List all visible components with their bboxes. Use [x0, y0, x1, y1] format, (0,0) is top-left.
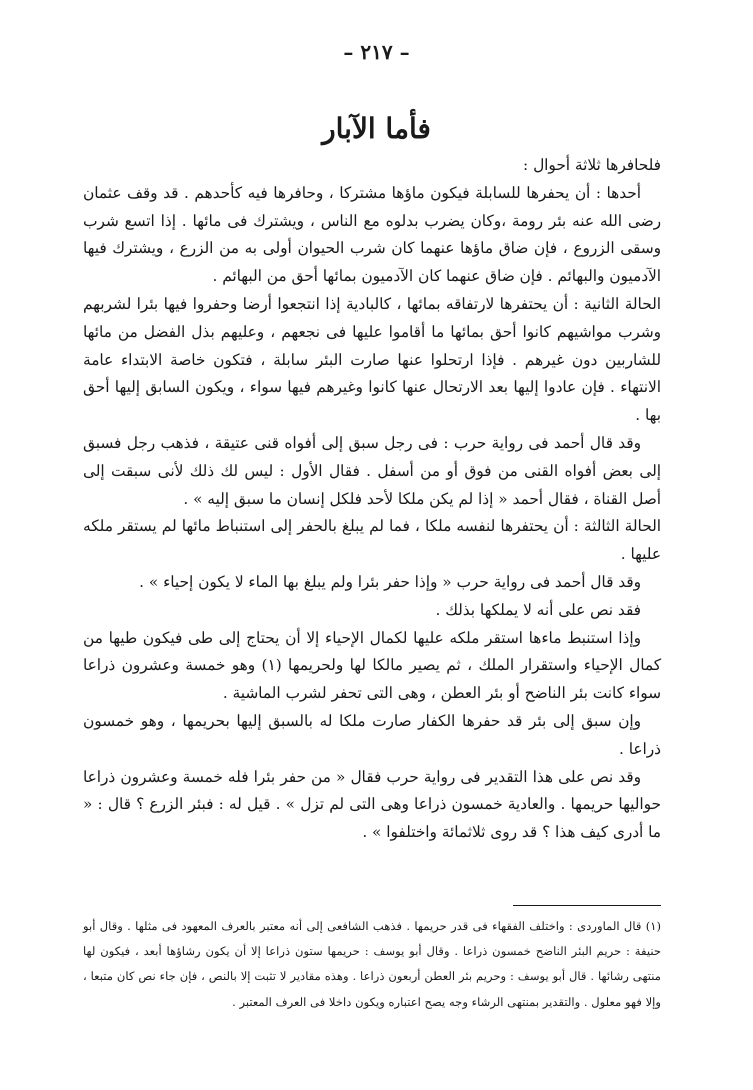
paragraph: فقد نص على أنه لا يملكها بذلك . — [435, 600, 641, 619]
paragraph: أحدها : أن يحفرها للسابلة فيكون ماؤها مشتركا ، وحافرها فيه كأحدهم . قد وقف عثمان رضى الله عنه بئر رومة ،وكان يضرب بدلوه مع الناس ، ويشترك فى مائها . إذا اتسع شرب وسقى الزروع ، فإن ضاق ماؤها عنهما كان شرب الحيوان أولى به من الزرع ، ويشترك فيها الآدميون والبهائم . فإن ضاق عنهما كان الآدميون بمائها أحق من البهائم . — [83, 183, 661, 286]
footnotes — [83, 914, 661, 1015]
section-title: فأما الآبار — [322, 112, 431, 145]
paragraph: وإن سبق إلى بئر قد حفرها الكفار صارت ملكا له بالسبق إليها بحريمها ، وهو خمسون ذراعا . — [83, 711, 661, 758]
paragraph: وقد نص على هذا التقدير فى رواية حرب فقال « من حفر بئرا فله خمسة وعشرون ذراعا حواليها حريمها . والعادية خمسون ذراعا وهى التى لم تزل » . قيل له : فبئر الزرع ؟ قال : « ما أدرى كيف هذا ؟ قد روى ثلاثمائة واختلفوا » . — [83, 767, 661, 842]
paragraph: فلحافرها ثلاثة أحوال : — [523, 156, 661, 174]
paragraph: وإذا استنبط ماءها استقر ملكه عليها لكمال الإحياء إلا أن يحتاج إلى طى فيكون طيها من كمال الإحياء واستقرار الملك ، ثم يصير مالكا لها ولحريمها (١) وهو خمسة وعشرون ذراعا سواء كانت بئر الناضح أو بئر العطن ، وهى التى تحفر لشرب الماشية . — [83, 628, 661, 703]
body-text — [83, 152, 661, 847]
paragraph: وقد قال أحمد فى رواية حرب « وإذا حفر بئرا ولم يبلغ بها الماء لا يكون إحياء » . — [139, 572, 641, 591]
paragraph: الحالة الثالثة : أن يحتفرها لنفسه ملكا ، فما لم يبلغ بالحفر إلى استنباط مائها لم يستقر ملكه عليها . — [83, 517, 661, 564]
footnote-divider — [513, 905, 661, 906]
footnote: (١) قال الماوردى : واختلف الفقهاء فى قدر حريمها . فذهب الشافعى إلى أنه معتبر بالعرف المعهود فى مثلها . وقال أبو حنيفة : حريم البئر الناضح خمسون ذراعا . وقال أبو يوسف : حريمها ستون ذراعا إلا أن يكون رشاؤها أبعد ، فيكون لها منتهى رشائها . قال أبو يوسف : وحريم بئر العطن أربعون ذراعا . وهذه مقادير لا تثبت إلا بالنص ، فإن جاء نص كان متبعا ، وإلا فهو معلول . والتقدير بمنتهى الرشاء وجه يصح اعتباره ويكون داخلا فى العرف المعتبر . — [83, 919, 661, 1009]
paragraph: الحالة الثانية : أن يحتفرها لارتفاقه بمائها ، كالبادية إذا انتجعوا أرضا وحفروا فيها بئرا لشربهم وشرب مواشيهم كانوا أحق بمائها ما أقاموا عليها فى نجعهم ، وعليهم بذل الفضل من مائها للشاربين دون غيرهم . فإذا ارتحلوا عنها صارت البئر سابلة ، فتكون خاصة الابتداء عامة الانتهاء . فإن عادوا إليها بعد الارتحال عنها كانوا وغيرهم فيها سواء ، ويكون السابق إليها أحق بها . — [83, 294, 661, 425]
page-number: – ٢١٧ – — [343, 40, 410, 64]
paragraph: وقد قال أحمد فى رواية حرب : فى رجل سبق إلى أفواه قنى عتيقة ، فذهب رجل فسبق إلى بعض أفواه القنى من فوق أو من أسفل . فقال الأول : ليس لك ذلك لأنى سبقت إلى أصل القناة ، فقال أحمد « إذا لم يكن ملكا لأحد فلكل إنسان ما سبق إليه » . — [83, 433, 661, 508]
